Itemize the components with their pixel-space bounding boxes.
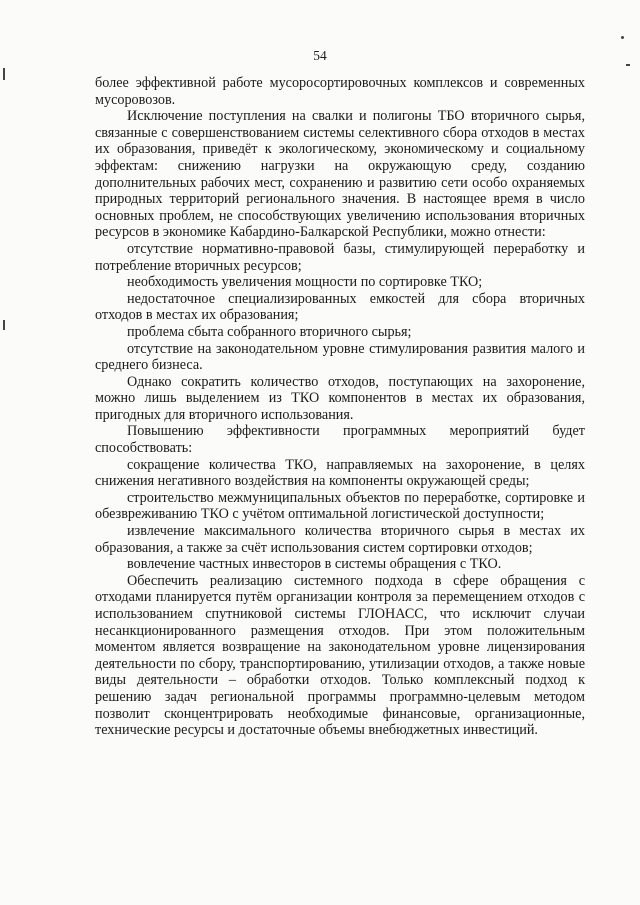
document-body: [95, 75, 585, 739]
list-item: недостаточное специализированных емкостей для сбора вторичных отходов в местах их образования;: [95, 290, 585, 324]
page-number: 54: [313, 48, 327, 63]
list-item: проблема сбыта собранного вторичного сырья;: [127, 323, 412, 340]
paragraph: Исключение поступления на свалки и полигоны ТБО вторичного сырья, связанные с совершенствованием системы селективного сбора отходов в местах их образования, приведёт к экологическому, экономическому и социальному эффектам: снижению нагрузки на окружающую среду, созданию дополнительных рабочих мест, сохранению и развитию сети особо охраняемых природных территорий регионального значения. В настоящее время в число основных проблем, не способствующих увеличению использования вторичных ресурсов в экономике Кабардино-Балкарской Республики, можно отнести:: [95, 108, 585, 241]
paragraph: Обеспечить реализацию системного подхода в сфере обращения с отходами планируется путём организации контроля за перемещением отходов с использованием спутниковой системы ГЛОНАСС, что исключит случаи несанкционированного размещения отходов. При этом положительным моментом является возвращение на законодательном уровне лицензирования деятельности по сбору, транспортированию, утилизации отходов, а также новые виды деятельности – обработки отходов. Только комплексный подход к решению задач региональной программы программно-целевым методом позволит сконцентрировать необходимые финансовые, организационные, технические ресурсы и достаточные объемы внебюджетных инвестиций.: [95, 572, 585, 739]
paragraph: более эффективной работе мусоросортировочных комплексов и современных мусоровозов.: [95, 75, 585, 108]
scan-mark-left-top: [3, 68, 5, 80]
paragraph: Повышению эффективности программных мероприятий будет способствовать:: [95, 423, 585, 457]
list-item: необходимость увеличения мощности по сортировке ТКО;: [127, 274, 483, 291]
list-item: отсутствие нормативно-правовой базы, стимулирующей переработку и потребление вторичных ресурсов;: [95, 240, 585, 274]
list-item: строительство межмуниципальных объектов по переработке, сортировке и обезвреживанию ТКО с учётом оптимальной логистической доступности;: [95, 489, 585, 523]
scan-mark-left-middle: [3, 320, 5, 330]
list-item: сокращение количества ТКО, направляемых на захоронение, в целях снижения негативного воздействия на компоненты окружающей среды;: [95, 456, 585, 490]
list-item: извлечение максимального количества вторичного сырья в местах их образования, а также за счёт использования систем сортировки отходов;: [95, 523, 585, 556]
list-item: вовлечение частных инвесторов в системы обращения с ТКО.: [127, 556, 502, 573]
paragraph: Однако сократить количество отходов, поступающих на захоронение, можно лишь выделением из ТКО компонентов в местах их образования, пригодных для вторичного использования.: [95, 373, 585, 423]
scan-mark-right-second: [626, 64, 630, 66]
list-item: отсутствие на законодательном уровне стимулирования развития малого и среднего бизнеса.: [95, 340, 585, 374]
scan-mark-right-top: [621, 36, 624, 39]
